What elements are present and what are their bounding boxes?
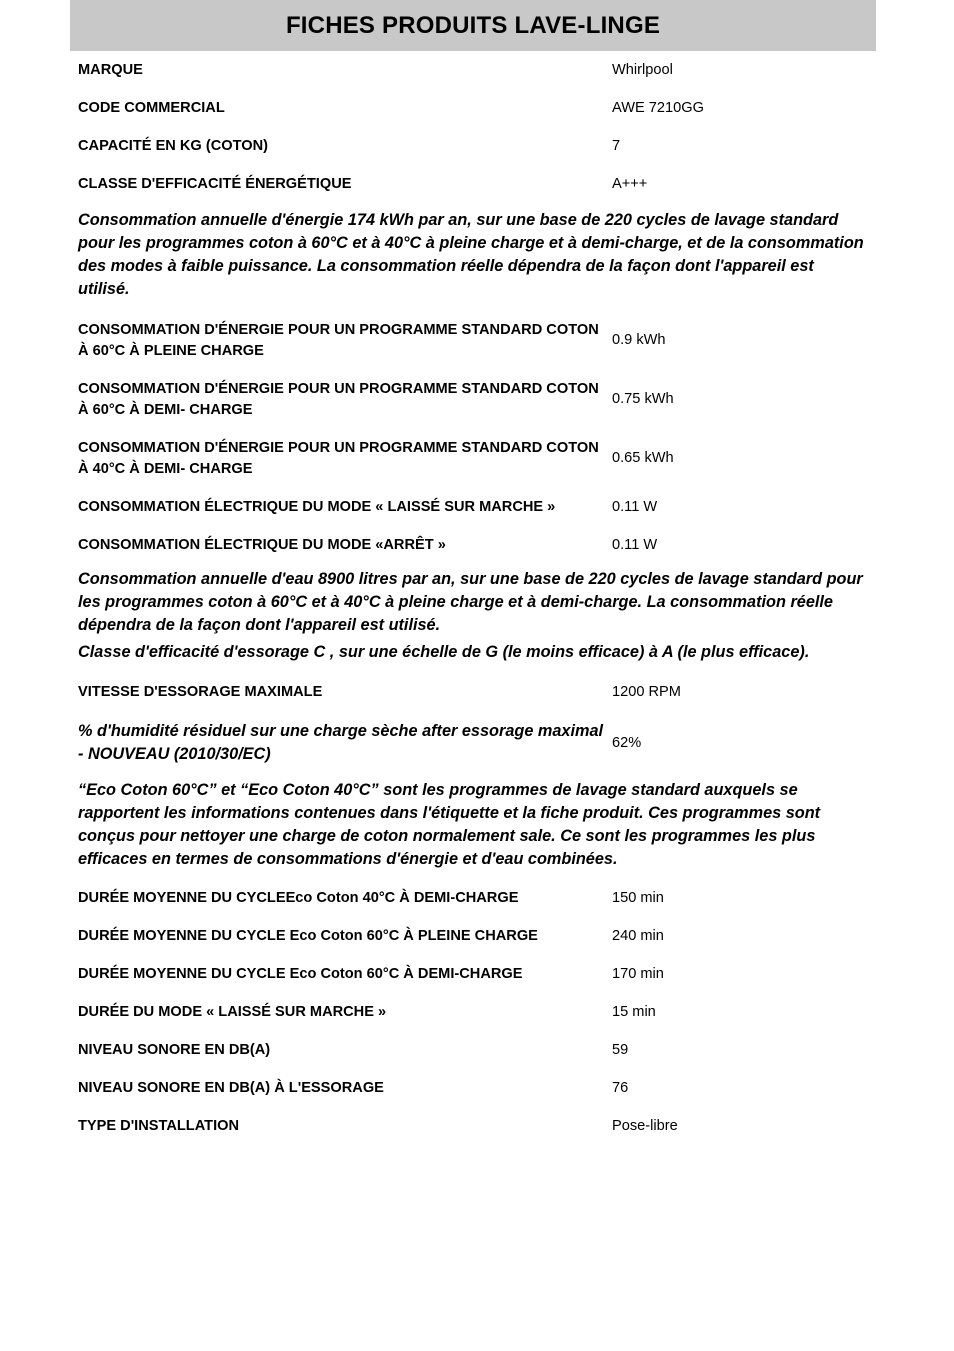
spec-value: 170 min — [612, 965, 664, 982]
spec-label: CONSOMMATION D'ÉNERGIE POUR UN PROGRAMME STANDARD COTON À 60°C À DEMI- CHARGE — [78, 380, 599, 418]
spec-label: % d'humidité résiduel sur une charge sèche after essorage maximal - NOUVEAU (2010/30/EC) — [78, 722, 604, 763]
spec-row-energy-40-half — [78, 429, 868, 488]
spec-row-left-on-duration — [78, 993, 868, 1031]
spec-value: 0.75 kWh — [612, 391, 674, 407]
spec-row-noise-spin — [78, 1069, 868, 1107]
spec-value: 0.9 kWh — [612, 332, 666, 348]
spec-label: CONSOMMATION ÉLECTRIQUE DU MODE «ARRÊT » — [78, 536, 446, 553]
spec-value: 150 min — [612, 889, 664, 906]
spec-label: DURÉE MOYENNE DU CYCLE Eco Coton 60°C À PLEINE CHARGE — [78, 927, 538, 944]
spec-row-off-power — [78, 526, 868, 564]
spec-label: DURÉE MOYENNE DU CYCLEEco Coton 40°C À DEMI-CHARGE — [78, 889, 519, 906]
energy-consumption-note: Consommation annuelle d'énergie 174 kWh par an, sur une base de 220 cycles de lavage standard pour les programmes coton à 60°C et à 40°C à pleine charge et à demi-charge, et de la consommation des modes à faible puissance. La consommation réelle dépendra de la façon dont l'appareil est utilisé. — [78, 211, 864, 298]
spec-row-cycle-40-half — [78, 879, 868, 917]
spec-row-capacity — [78, 127, 868, 165]
spec-label: NIVEAU SONORE EN DB(A) À L'ESSORAGE — [78, 1079, 384, 1096]
spec-label: CONSOMMATION D'ÉNERGIE POUR UN PROGRAMME STANDARD COTON À 60°C À PLEINE CHARGE — [78, 321, 599, 359]
spec-label: CONSOMMATION ÉLECTRIQUE DU MODE « LAISSÉ SUR MARCHE » — [78, 498, 556, 515]
spec-value: 7 — [612, 137, 621, 154]
spec-value: Whirlpool — [612, 61, 673, 78]
spec-value: Pose-libre — [612, 1117, 678, 1134]
spec-row-cycle-60-half — [78, 955, 868, 993]
spec-label: VITESSE D'ESSORAGE MAXIMALE — [78, 683, 323, 700]
spec-label: CONSOMMATION D'ÉNERGIE POUR UN PROGRAMME STANDARD COTON À 40°C À DEMI- CHARGE — [78, 439, 599, 477]
spec-label: MARQUE — [78, 61, 143, 78]
spin-class-note: Classe d'efficacité d'essorage C , sur une échelle de G (le moins efficace) à A (le plus efficace). — [78, 643, 810, 661]
spec-label: TYPE D'INSTALLATION — [78, 1117, 240, 1134]
spec-label: DURÉE DU MODE « LAISSÉ SUR MARCHE » — [78, 1003, 387, 1020]
eco-programs-note: “Eco Coton 60°C” et “Eco Coton 40°C” sont les programmes de lavage standard auxquels se rapportent les informations contenues dans l'étiquette et la fiche produit. Ces programmes sont conçus pour nettoyer une charge de coton normalement sale. Ce sont les programmes les plus efficaces en termes de consommations d'énergie et d'eau combinées. — [78, 781, 821, 868]
spec-value: A+++ — [612, 175, 648, 192]
spec-value: 0.11 W — [612, 498, 658, 515]
spec-row-energy-class — [78, 165, 868, 203]
spec-value: 62% — [612, 734, 642, 751]
spec-value: 15 min — [612, 1003, 656, 1020]
spec-row-energy-60-full — [78, 311, 868, 370]
spec-row-noise — [78, 1031, 868, 1069]
spec-label: DURÉE MOYENNE DU CYCLE Eco Coton 60°C À DEMI-CHARGE — [78, 965, 523, 982]
spec-row-installation-type — [78, 1107, 868, 1145]
spec-label: CLASSE D'EFFICACITÉ ÉNERGÉTIQUE — [78, 175, 352, 192]
spec-value: 1200 RPM — [612, 683, 681, 700]
spec-value: AWE 7210GG — [612, 99, 704, 116]
spec-row-residual-humidity — [78, 711, 868, 775]
spec-row-cycle-60-full — [78, 917, 868, 955]
product-sheet — [78, 51, 868, 1145]
spec-value: 240 min — [612, 927, 664, 944]
title-bar — [70, 0, 876, 51]
spec-value: 59 — [612, 1041, 629, 1058]
water-consumption-note: Consommation annuelle d'eau 8900 litres par an, sur une base de 220 cycles de lavage standard pour les programmes coton à 60°C et à 40°C à pleine charge et à demi-charge. La consommation réelle dépendra de la façon dont l'appareil est utilisé. — [78, 570, 863, 634]
spec-row-left-on-power — [78, 488, 868, 526]
spec-label: CAPACITÉ EN KG (COTON) — [78, 137, 268, 154]
spec-value: 76 — [612, 1079, 629, 1096]
spec-value: 0.65 kWh — [612, 450, 674, 466]
spec-row-commercial-code — [78, 89, 868, 127]
spec-label: NIVEAU SONORE EN DB(A) — [78, 1041, 271, 1058]
spec-row-energy-60-half — [78, 370, 868, 429]
spec-label: CODE COMMERCIAL — [78, 99, 225, 116]
spec-row-max-spin — [78, 673, 868, 711]
page-title: FICHES PRODUITS LAVE-LINGE — [285, 11, 661, 39]
spec-row-brand — [78, 51, 868, 89]
spec-value: 0.11 W — [612, 536, 658, 553]
